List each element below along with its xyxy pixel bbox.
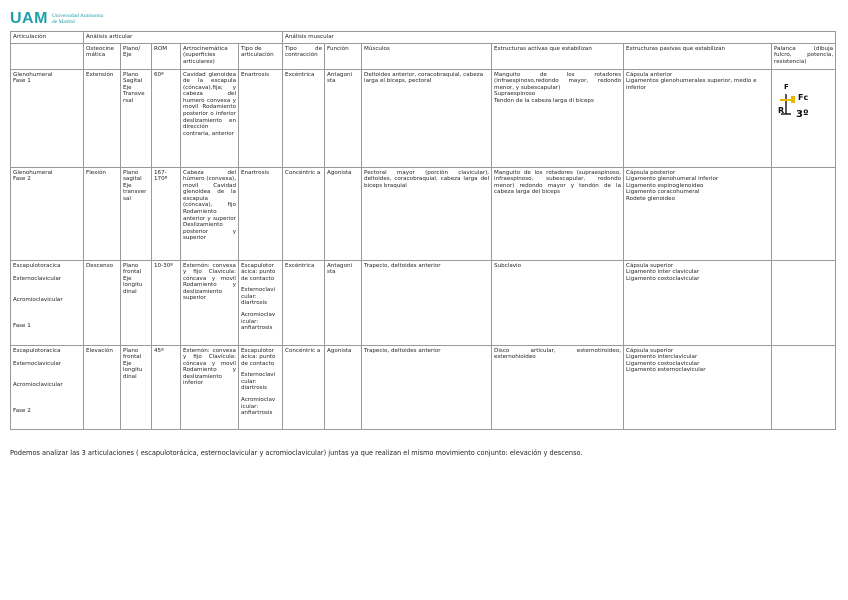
cell-plano-eje: Plano Sagital Eje Transve rsal [121,70,152,168]
tipo-art-item: Esternoclavi cular: diartrosis [241,287,276,307]
activas-item: Subclavio [494,262,522,269]
cell-funcion: Agonista [325,168,362,261]
logo-mark: UAM [10,10,48,27]
pasivas-item: Ligamento interclavicular [626,354,698,361]
cell-activas [492,70,624,168]
cell-plano-eje: Plano sagital Eje transver sal [121,168,152,261]
cell-rom: 167-170º [152,168,181,261]
cell-osteocinematica: Flexión [84,168,121,261]
articulacion-name: Esternoclavicular [13,276,62,283]
lever-resistance-mark [791,96,795,103]
pasivas-item: Ligamento coracohumeral [626,189,700,196]
group-header-row [11,32,836,44]
pasivas-item: Ligamento inter clavicular [626,269,700,276]
cell-pasivas [624,168,772,261]
articulacion-phase: Fase 1 [13,78,31,85]
tipo-art-item: Escapulotor ácica: punto de contacto [241,262,276,282]
articulacion-name: Esternoclavicular [13,361,62,368]
header-blank [11,44,84,70]
header-musculos: Músculos [362,44,492,70]
header-pasivas: Estructuras pasivas que estabilizan [624,44,772,70]
footnote-text: Podemos analizar las 3 articulaciones ( escapulotorácica, esternoclavicular y acromioclavicular) juntas ya que realizan el mismo movimiento conjunto: elevación y descenso. [10,449,583,457]
cell-osteocinematica: Descenso [84,261,121,346]
cell-funcion: Antagoni sta [325,70,362,168]
analysis-table [10,31,836,430]
header-tipo-articulacion: Tipo de articulación [239,44,283,70]
cell-rom: 60º [152,70,181,168]
tipo-art-item: Acromioclav icular: anfiartrosis [241,397,276,417]
cell-palanca [772,70,836,168]
pasivas-item: Ligamentos glenohumerales superior, medio e inferior [626,78,757,91]
cell-activas [492,346,624,430]
pasivas-item: Cápsula posterior [626,169,676,176]
pasivas-item: Ligamento glenohumeral inferior [626,176,719,183]
activas-item: Tendón de la cabeza larga di biceps [494,97,594,104]
cell-artrocinematica: Esternón: convexa y fijo Clavícula: cóncava y movil Rodamiento y deslizamiento inferior [181,346,239,430]
articulacion-name: Glenohumeral [13,169,53,176]
cell-musculos: Pectoral mayor (porción clavicular), deltoides, coracobraquial, cabeza larga del biceps braquial [362,168,492,261]
lever-degree-label: 3º [796,108,809,120]
cell-articulacion [11,70,84,168]
pasivas-item: Ligamento costoclavicular [626,275,700,282]
articulacion-name: Glenohumeral [13,71,53,78]
pasivas-item: Rodete glenoideo [626,195,675,202]
cell-pasivas [624,261,772,346]
header-osteocinematica: Osteocine mática [84,44,121,70]
header-analisis-articular: Análisis articular [84,32,283,44]
cell-osteocinematica: Extensión [84,70,121,168]
cell-pasivas [624,70,772,168]
header-funcion: Función [325,44,362,70]
cell-plano-eje: Plano frontal Eje longitu dinal [121,261,152,346]
cell-osteocinematica: Elevación [84,346,121,430]
activas-item: Disco articular, esternotiroideo, esternohioideo [494,347,622,361]
cell-musculos: Trapecio, deltoides anterior [362,261,492,346]
table-row [11,261,836,346]
cell-artrocinematica: Cabeza del húmero (convexa), movil Cavidad glenoidea de la escapula (cóncava), fijo Rodamiento anterior y superior Deslizamiento posterior y superior [181,168,239,261]
lever-fulcrum-label: F [784,82,789,91]
header-analisis-muscular: Análisis muscular [283,32,836,44]
cell-articulacion [11,168,84,261]
header-activas: Estructuras activas que estabilizan [492,44,624,70]
articulacion-name: Acromioclavicular [13,381,63,388]
header-articulacion: Articulación [11,32,84,44]
cell-activas [492,261,624,346]
cell-rom: 45º [152,346,181,430]
uam-logo [10,10,103,28]
header-plano-eje: Plano/ Eje [121,44,152,70]
lever-resistance-label: R [778,105,785,115]
cell-musculos: Trapecio, deltoides anterior [362,346,492,430]
cell-tipo-contraccion: Excéntrica [283,261,325,346]
cell-plano-eje: Plano frontal Eje longitu dinal [121,346,152,430]
header-tipo-contraccion: Tipo de contracción [283,44,325,70]
cell-musculos: Deltoides anterior, coracobraquial, cabeza larga el biceps, pectoral [362,70,492,168]
table-row [11,70,836,168]
cell-artrocinematica: Esternón: convexa y fijo Clavícula: cóncava y movil Rodamiento y deslizamiento superior [181,261,239,346]
column-header-row [11,44,836,70]
tipo-art-item: Acromioclav icular: anfiartrosis [241,312,276,332]
cell-tipo-contraccion: Excéntrica [283,70,325,168]
cell-pasivas [624,346,772,430]
activas-item: Manguito de los rotadores (infraespinoso,redondo mayor, redondo menor, y subescapular) [494,71,622,91]
cell-tipo-contraccion: Concéntric a [283,346,325,430]
tipo-art-item: Esternoclavi cular: diartrosis [241,372,276,392]
cell-articulacion [11,261,84,346]
cell-articulacion [11,346,84,430]
logo-line-1: Universidad Autónoma [51,12,104,19]
cell-funcion: Agonista [325,346,362,430]
header-rom: ROM [152,44,181,70]
pasivas-item: Cápsula anterior [626,71,673,78]
cell-palanca [772,168,836,261]
cell-palanca [772,346,836,430]
table-row [11,346,836,430]
logo-line-2: de Madrid [51,19,75,25]
table-row [11,168,836,261]
cell-tipo-articulacion: Enartrosis [239,168,283,261]
pasivas-item: Cápsula superior [626,347,674,354]
cell-artrocinematica: Cavidad glenoidea de la escapula (cóncava),fija; y cabeza del humero convexa y movil Rodamiento posterior o inferior deslizamiento en dirección contraria, anterior [181,70,239,168]
pasivas-item: Ligamento costoclavicular [626,360,700,367]
cell-palanca [772,261,836,346]
cell-rom: 10-30º [152,261,181,346]
lever-force-label: Fc [798,92,809,102]
lever-drawing [774,82,834,132]
articulacion-phase: Fase 1 [13,323,31,330]
cell-funcion: Antagoni sta [325,261,362,346]
cell-activas [492,168,624,261]
cell-tipo-articulacion [239,346,283,430]
logo-university-name [52,13,103,26]
header-artrocinematica: Artrocinemática (superficies articulares) [181,44,239,70]
activas-item: Manguito de los rotadores (supraespinoso, infraespinoso, subescapular, redondo menor) redondo mayor y tendón de la cabeza larga del biceps [494,169,622,196]
pasivas-item: Cápsula superior [626,262,674,269]
activas-item: Supraespinoso [494,91,536,98]
articulacion-name: Escapulotoracica [13,347,61,354]
articulacion-phase: Fase 2 [13,176,31,183]
articulacion-name: Acromioclavicular [13,296,63,303]
cell-tipo-articulacion [239,261,283,346]
articulacion-name: Escapulotoracica [13,262,61,269]
tipo-art-item: Escapulotor ácica: punto de contacto [241,347,276,367]
cell-tipo-contraccion: Concéntric a [283,168,325,261]
header-palanca: Palanca (dibuja fulcro, potencia, resistencia) [772,44,836,70]
cell-tipo-articulacion: Enartrosis [239,70,283,168]
pasivas-item: Ligamento espinoglenoideo [626,182,704,189]
articulacion-phase: Fase 2 [13,408,31,415]
pasivas-item: Ligamento esternoclavicular [626,367,706,374]
